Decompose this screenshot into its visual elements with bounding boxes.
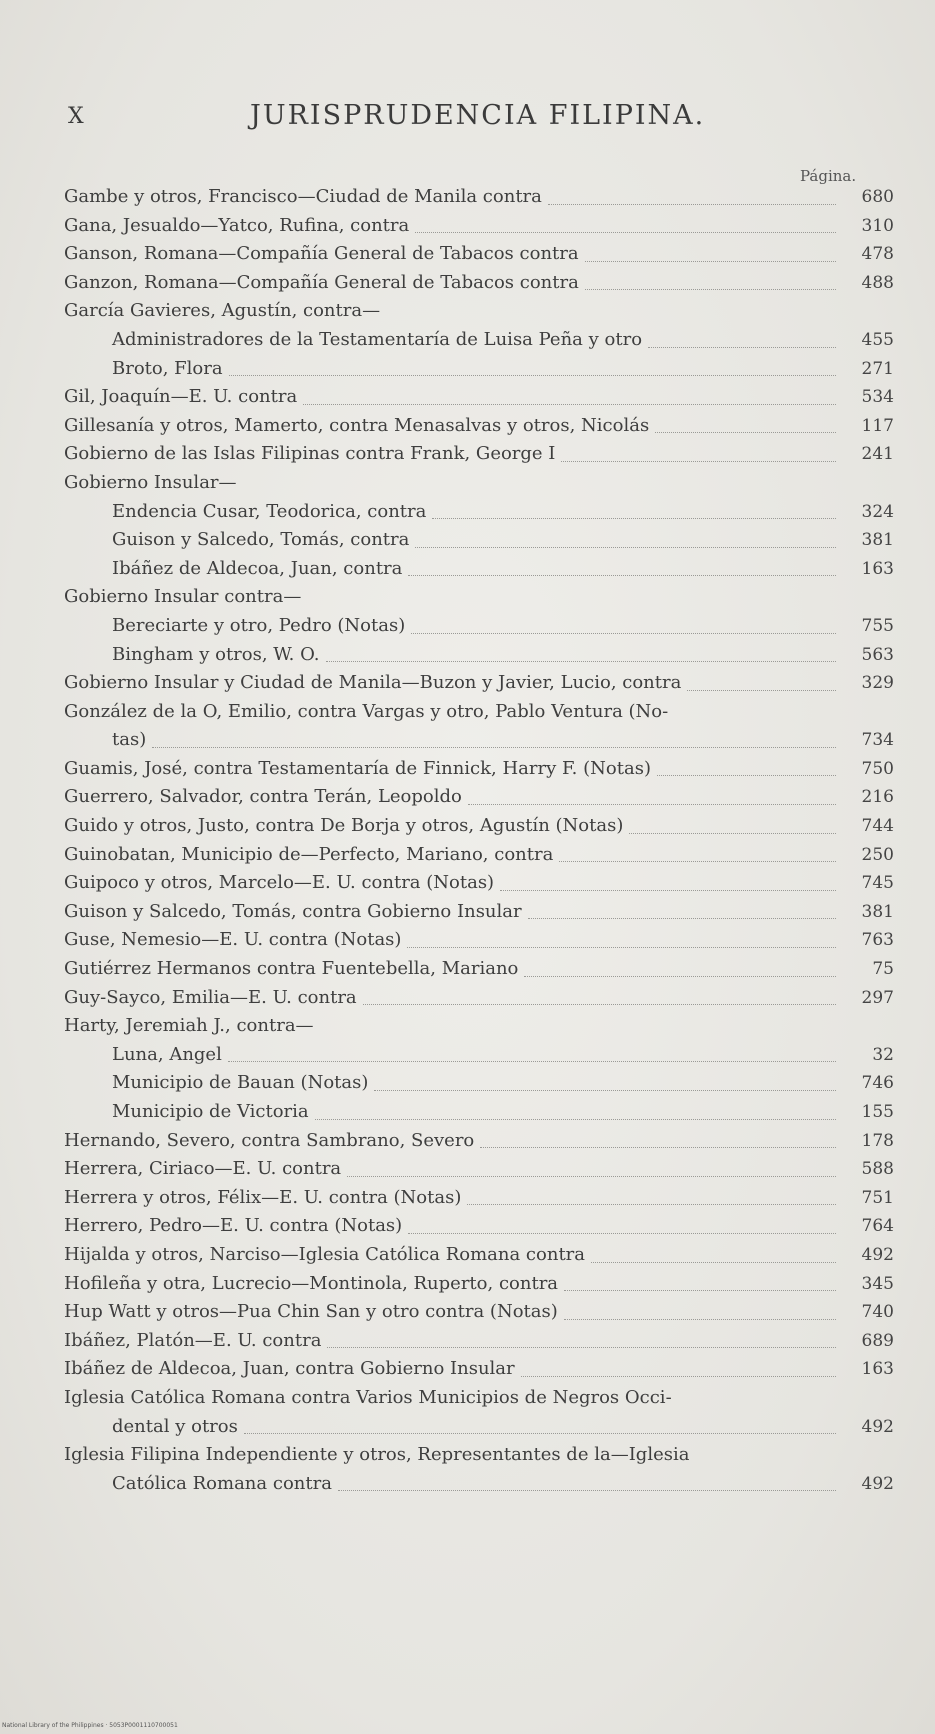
index-entry: [64, 440, 894, 469]
entry-text: tas): [112, 729, 147, 751]
index-entry: [64, 1012, 894, 1041]
entry-text: Guison y Salcedo, Tomás, contra: [112, 529, 410, 551]
dot-leader: [228, 1061, 836, 1062]
entry-page-number: 155: [861, 1102, 894, 1122]
index-entry: [64, 383, 894, 412]
dot-leader: [468, 804, 836, 805]
dot-leader: [528, 918, 836, 919]
index-entry: [64, 612, 894, 641]
entry-text: Ibáñez de Aldecoa, Juan, contra: [112, 557, 403, 579]
index-entry: [64, 1212, 894, 1241]
index-entry-continuation: [64, 1413, 894, 1442]
entry-text: Ganson, Romana—Compañía General de Tabacos contra: [64, 243, 579, 265]
index-entry: [64, 498, 894, 527]
entry-page-number: 32: [872, 1044, 894, 1065]
dot-leader: [585, 289, 836, 290]
entry-text: Municipio de Bauan (Notas): [112, 1072, 369, 1094]
entry-text: Hernando, Severo, contra Sambrano, Severo: [64, 1129, 475, 1151]
entry-text: Guy-Sayco, Emilia—E. U. contra: [64, 986, 357, 1008]
dot-leader: [655, 432, 836, 433]
dot-leader: [408, 1233, 836, 1234]
entry-page-number: 329: [861, 673, 894, 694]
entry-text: Herrera, Ciriaco—E. U. contra: [64, 1158, 342, 1180]
entry-page-number: 297: [861, 987, 894, 1008]
entry-page-number: 744: [861, 816, 894, 837]
entry-text: Guipoco y otros, Marcelo—E. U. contra (Notas): [64, 872, 495, 894]
entry-page-number: 163: [861, 558, 894, 579]
dot-leader: [591, 1262, 836, 1263]
entry-text: Guison y Salcedo, Tomás, contra Gobierno Insular: [64, 900, 522, 922]
entry-page-number: 117: [861, 415, 894, 436]
entry-text: Gobierno Insular—: [64, 471, 237, 493]
entry-text: Gutiérrez Hermanos contra Fuentebella, Mariano: [64, 958, 519, 980]
entry-page-number: 478: [861, 244, 894, 265]
index-entry: [64, 955, 894, 984]
dot-leader: [415, 232, 836, 233]
dot-leader: [561, 461, 836, 462]
dot-leader: [585, 261, 836, 262]
entry-text: Gobierno de las Islas Filipinas contra Frank, George I: [64, 443, 556, 465]
dot-leader: [338, 1490, 836, 1491]
index-entry: [64, 212, 894, 241]
index-entry: [64, 326, 894, 355]
entry-text: Guerrero, Salvador, contra Terán, Leopoldo: [64, 786, 462, 808]
entry-page-number: 755: [861, 615, 894, 636]
entry-page-number: 588: [861, 1159, 894, 1180]
page-title: JURISPRUDENCIA FILIPINA.: [250, 100, 706, 131]
dot-leader: [480, 1147, 836, 1148]
entry-text: Gana, Jesualdo—Yatco, Rufina, contra: [64, 214, 410, 236]
dot-leader: [315, 1119, 836, 1120]
entry-text: Herrero, Pedro—E. U. contra (Notas): [64, 1215, 403, 1237]
dot-leader: [559, 861, 836, 862]
entry-page-number: 178: [861, 1130, 894, 1151]
index-entry: [64, 469, 894, 498]
index-entry: [64, 297, 894, 326]
index-entry: [64, 1127, 894, 1156]
entry-text: Gambe y otros, Francisco—Ciudad de Manila contra: [64, 186, 542, 207]
entry-page-number: 734: [861, 730, 894, 751]
entry-page-number: 455: [861, 329, 894, 350]
entry-page-number: 241: [861, 444, 894, 465]
dot-leader: [411, 633, 836, 634]
entry-page-number: 680: [861, 187, 894, 207]
entry-text: Hup Watt y otros—Pua Chin San y otro contra (Notas): [64, 1301, 558, 1323]
entry-page-number: 746: [861, 1073, 894, 1094]
entry-text: Harty, Jeremiah J., contra—: [64, 1015, 314, 1037]
entry-page-number: 751: [861, 1187, 894, 1208]
index-entry: [64, 1155, 894, 1184]
dot-leader: [629, 833, 836, 834]
entry-text: Ganzon, Romana—Compañía General de Tabacos contra: [64, 271, 579, 293]
entry-page-number: 492: [861, 1244, 894, 1265]
index-entry: [64, 1327, 894, 1356]
entry-page-number: 492: [861, 1416, 894, 1437]
dot-leader: [432, 518, 836, 519]
index-entry: [64, 1298, 894, 1327]
entry-text: Bingham y otros, W. O.: [112, 643, 320, 665]
entry-page-number: 216: [861, 787, 894, 808]
index-entry: [64, 812, 894, 841]
index-entry: [64, 1384, 894, 1413]
index-entry: [64, 412, 894, 441]
dot-leader: [687, 690, 836, 691]
index-entry: [64, 269, 894, 298]
index-entry: [64, 869, 894, 898]
index-entry: [64, 555, 894, 584]
dot-leader: [408, 575, 836, 576]
index-entry: [64, 755, 894, 784]
index-entry: [64, 898, 894, 927]
entry-page-number: 750: [861, 758, 894, 779]
entry-text: Guido y otros, Justo, contra De Borja y otros, Agustín (Notas): [64, 815, 624, 837]
index-entry: [64, 1441, 894, 1470]
dot-leader: [152, 747, 836, 748]
entry-page-number: 345: [861, 1273, 894, 1294]
entry-page-number: 310: [861, 215, 894, 236]
index-entry-continuation: [64, 1470, 894, 1499]
dot-leader: [374, 1090, 836, 1091]
entry-text: Gobierno Insular contra—: [64, 586, 302, 608]
entry-page-number: 740: [861, 1302, 894, 1323]
dot-leader: [521, 1376, 836, 1377]
dot-leader: [326, 661, 836, 662]
entry-text: Guamis, José, contra Testamentaría de Finnick, Harry F. (Notas): [64, 757, 651, 779]
dot-leader: [407, 947, 836, 948]
entry-page-number: 563: [861, 644, 894, 665]
index-entry: [64, 926, 894, 955]
entry-text: Luna, Angel: [112, 1043, 222, 1065]
dot-leader: [524, 976, 836, 977]
dot-leader: [548, 204, 836, 205]
index-entry: [64, 1184, 894, 1213]
index-entry: [64, 1098, 894, 1127]
index-entry-continuation: [64, 726, 894, 755]
entry-text: Hijalda y otros, Narciso—Iglesia Católica Romana contra: [64, 1243, 586, 1265]
dot-leader: [467, 1204, 836, 1205]
entry-text: Gobierno Insular y Ciudad de Manila—Buzon y Javier, Lucio, contra: [64, 672, 682, 694]
entry-text: dental y otros: [112, 1415, 238, 1437]
index-entry: [64, 1355, 894, 1384]
entry-text: Herrera y otros, Félix—E. U. contra (Notas): [64, 1186, 462, 1208]
entry-page-number: 271: [861, 358, 894, 379]
entry-text: Ibáñez de Aldecoa, Juan, contra Gobierno Insular: [64, 1358, 515, 1380]
entry-text: Iglesia Católica Romana contra Varios Municipios de Negros Occi-: [64, 1386, 672, 1408]
entry-page-number: 163: [861, 1359, 894, 1380]
index-entry: [64, 526, 894, 555]
index-entry: [64, 355, 894, 384]
page-column-label: Página.: [800, 167, 857, 185]
entry-text: Gil, Joaquín—E. U. contra: [64, 386, 298, 408]
dot-leader: [657, 775, 836, 776]
index-entry: [64, 1270, 894, 1299]
dot-leader: [244, 1433, 836, 1434]
entry-text: Ibáñez, Platón—E. U. contra: [64, 1329, 322, 1351]
entry-page-number: 492: [861, 1473, 894, 1494]
index-entry: [64, 583, 894, 612]
entry-text: Administradores de la Testamentaría de Luisa Peña y otro: [112, 328, 643, 350]
dot-leader: [363, 1004, 836, 1005]
entry-text: Guse, Nemesio—E. U. contra (Notas): [64, 929, 402, 951]
index-entry: [64, 783, 894, 812]
index-entry: [64, 1241, 894, 1270]
dot-leader: [303, 404, 836, 405]
entry-page-number: 381: [861, 530, 894, 551]
index-entry: [64, 240, 894, 269]
entry-page-number: 764: [861, 1216, 894, 1237]
entry-page-number: 763: [861, 930, 894, 951]
index-entry: [64, 841, 894, 870]
dot-leader: [500, 890, 836, 891]
entry-text: Gillesanía y otros, Mamerto, contra Menasalvas y otros, Nicolás: [64, 414, 650, 436]
index-entry: [64, 698, 894, 727]
entry-page-number: 250: [861, 844, 894, 865]
entry-page-number: 534: [861, 387, 894, 408]
entry-text: García Gavieres, Agustín, contra—: [64, 300, 381, 322]
index-entry: [64, 984, 894, 1013]
entry-page-number: 324: [861, 501, 894, 522]
dot-leader: [415, 547, 836, 548]
dot-leader: [327, 1347, 836, 1348]
entry-text: Municipio de Victoria: [112, 1101, 309, 1122]
entry-page-number: 689: [861, 1330, 894, 1351]
entry-text: González de la O, Emilio, contra Vargas y otro, Pablo Ventura (No-: [64, 700, 669, 722]
index-entries: [64, 183, 894, 1498]
entry-text: Endencia Cusar, Teodorica, contra: [112, 500, 427, 522]
index-entry: [64, 641, 894, 670]
index-entry: [64, 183, 894, 212]
dot-leader: [229, 375, 836, 376]
index-entry: [64, 1069, 894, 1098]
entry-page-number: 75: [872, 959, 894, 980]
entry-text: Guinobatan, Municipio de—Perfecto, Mariano, contra: [64, 843, 554, 865]
entry-page-number: 488: [861, 272, 894, 293]
dot-leader: [564, 1319, 836, 1320]
entry-text: Bereciarte y otro, Pedro (Notas): [112, 614, 406, 636]
footer-credit: National Library of the Philippines · 5053P0001110700051: [2, 1722, 178, 1729]
dot-leader: [347, 1176, 836, 1177]
dot-leader: [648, 347, 836, 348]
index-entry: [64, 669, 894, 698]
dot-leader: [564, 1290, 836, 1291]
index-entry: [64, 1041, 894, 1070]
entry-text: Católica Romana contra: [112, 1472, 332, 1494]
entry-text: Hofileña y otra, Lucrecio—Montinola, Ruperto, contra: [64, 1272, 559, 1294]
entry-text: Iglesia Filipina Independiente y otros, Representantes de la—Iglesia: [64, 1444, 690, 1466]
entry-page-number: 745: [861, 873, 894, 894]
page-header: [0, 100, 935, 140]
entry-page-number: 381: [861, 901, 894, 922]
page-number: X: [68, 104, 85, 129]
entry-text: Broto, Flora: [112, 357, 223, 379]
